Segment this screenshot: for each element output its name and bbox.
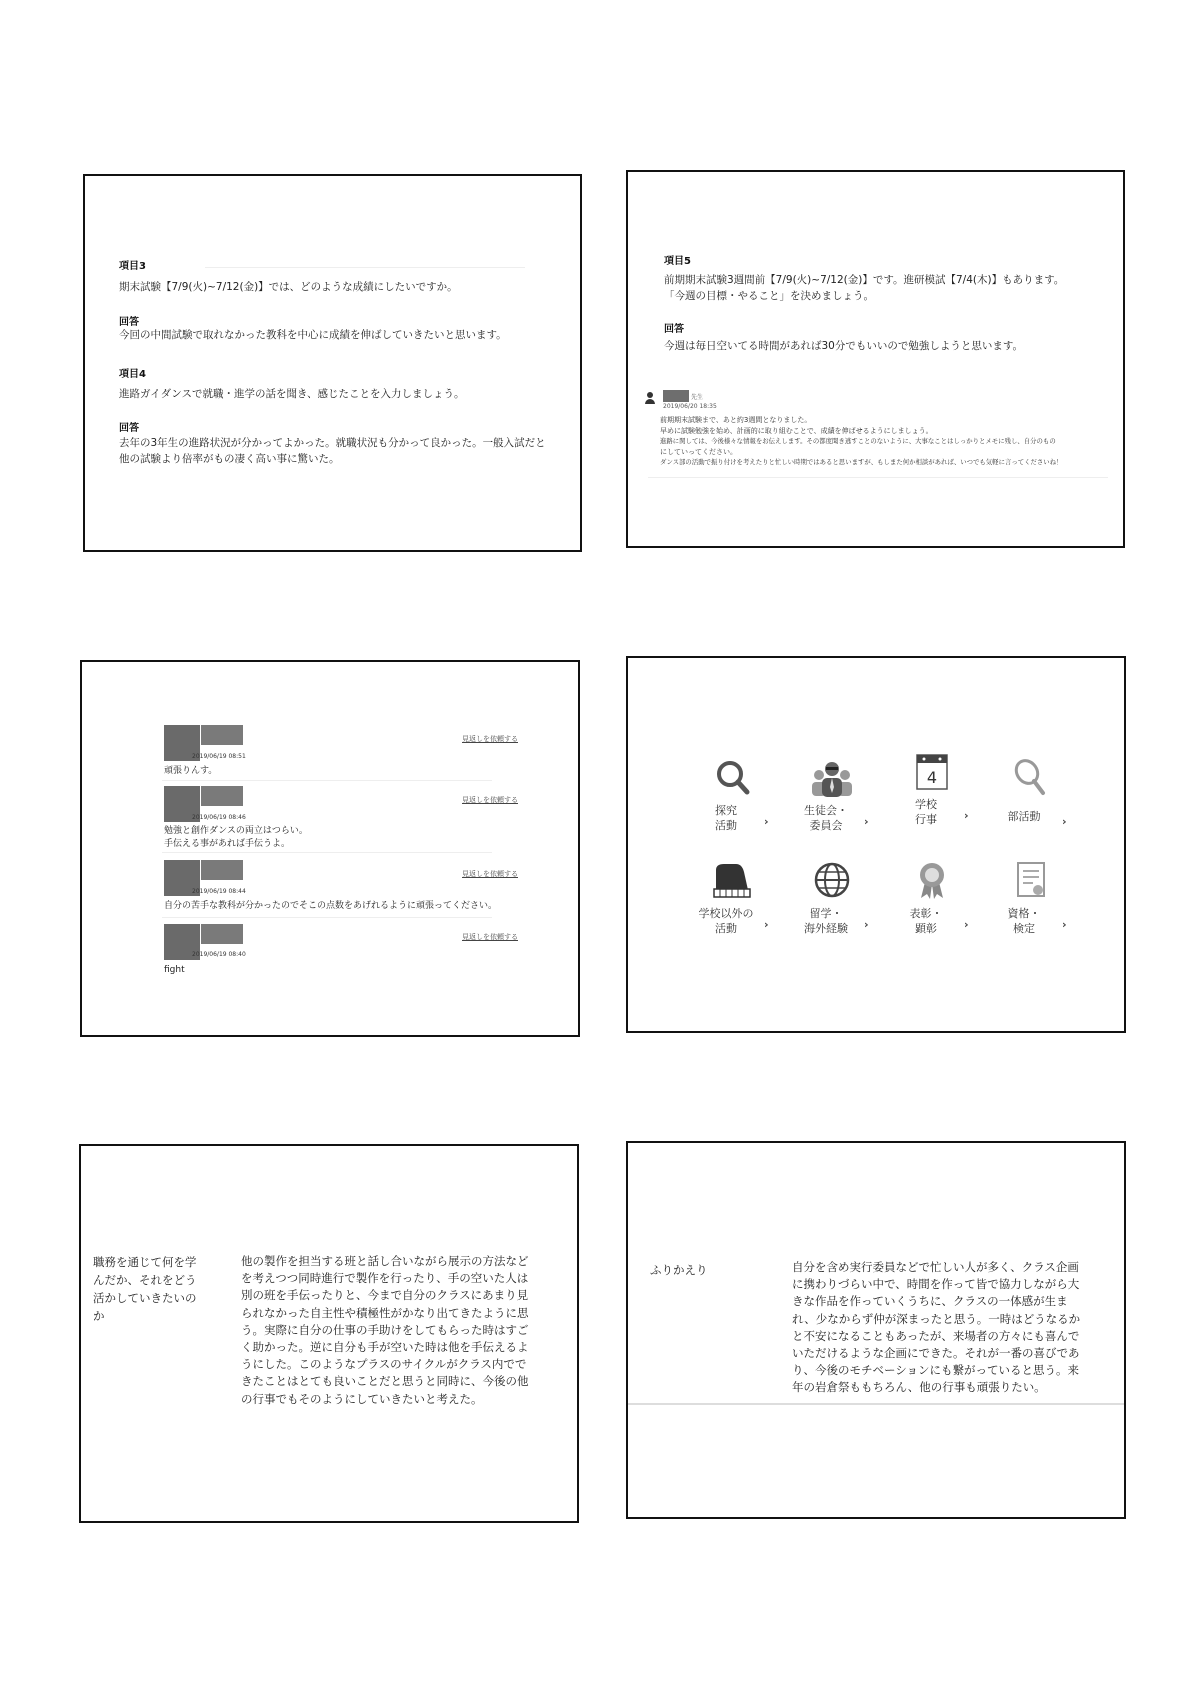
certificate-icon xyxy=(1008,860,1052,900)
teacher-comment-line: 進路に関しては、今後様々な情報をお伝えします。その都度聞き逃すことのないように、大事なことはしっかりとメモに残し、自分のもの xyxy=(660,437,1056,445)
label-line-1: 資格・ xyxy=(1007,907,1041,920)
answer-line: 別の班を手伝ったりと、今まで自分のクラスにあまり見 xyxy=(241,1288,529,1303)
request-review-link[interactable]: 見返しを依頼する xyxy=(462,933,518,941)
comment-date: 2019/06/19 08:51 xyxy=(192,753,246,760)
item4-label: 項目4 xyxy=(119,369,146,380)
answer-line: り、今後のモチベーションにも繋がっていると思う。来 xyxy=(792,1363,1080,1378)
item5-question-line-2: 「今週の目標・やること」を決めましょう。 xyxy=(664,290,874,302)
item3-answer-label: 回答 xyxy=(119,317,139,328)
menu-item-label xyxy=(986,906,1062,936)
item4-answer-line-1: 去年の3年生の進路状況が分かってよかった。就職状況も分かって良かった。一般入試だと xyxy=(119,437,546,449)
chevron-right-icon: › xyxy=(1062,815,1067,828)
menu-item-outside-activities[interactable] xyxy=(688,860,788,950)
label-line-1: 学校以外の xyxy=(698,907,754,920)
chevron-right-icon: › xyxy=(964,809,969,822)
chevron-right-icon: › xyxy=(864,918,869,931)
question-line: んだか、それをどう xyxy=(93,1273,197,1287)
redacted-teacher-name xyxy=(663,390,689,402)
label-line-1: 学校 xyxy=(915,798,937,811)
redacted-name xyxy=(201,860,243,880)
calendar-icon xyxy=(910,751,954,791)
redacted-name xyxy=(201,725,243,745)
question-line: 職務を通じて何を学 xyxy=(93,1255,197,1269)
answer-line: きたことはとても良いことだと思うと同時に、今後の他 xyxy=(241,1374,529,1389)
comment-date: 2019/06/20 18:35 xyxy=(663,403,717,410)
reflection-panel-learning xyxy=(79,1144,579,1523)
redacted-name xyxy=(201,786,243,806)
answer-line: に携わりづらい中で、時間を作って皆で協力しながら大 xyxy=(792,1277,1080,1292)
answer-line: く助かった。逆に自分も手が空いた時は他を手伝えるよ xyxy=(241,1340,529,1355)
label-line-1: 部活動 xyxy=(1007,810,1041,823)
label-line-2: 活動 xyxy=(715,922,737,935)
menu-item-inquiry[interactable] xyxy=(688,757,788,847)
divider xyxy=(162,852,492,853)
menu-item-label xyxy=(986,809,1062,824)
answer-line: れ、少なからず仲が深まったと思う。一時はどうなるか xyxy=(792,1311,1081,1326)
survey-panel-items-3-4 xyxy=(83,174,582,552)
divider xyxy=(628,1403,1126,1405)
chevron-right-icon: › xyxy=(964,918,969,931)
question-label: ふりかえり xyxy=(650,1263,708,1277)
racket-icon xyxy=(1008,757,1052,797)
item3-label: 項目3 xyxy=(119,261,146,272)
answer-line: 自分を含め実行委員などで忙しい人が多く、クラス企画 xyxy=(792,1260,1079,1274)
menu-item-label xyxy=(788,803,864,833)
menu-item-qualifications[interactable] xyxy=(986,860,1086,950)
redacted-name xyxy=(201,924,243,944)
answer-text xyxy=(792,1259,1092,1397)
answer-line: いただけるような企画にできた。それが一番の喜びであ xyxy=(792,1346,1080,1361)
magnifier-icon xyxy=(710,757,754,797)
comment-date: 2019/06/19 08:40 xyxy=(192,951,246,958)
menu-item-label xyxy=(688,803,764,833)
request-review-link[interactable]: 見返しを依頼する xyxy=(462,735,518,743)
teacher-comment xyxy=(660,415,1115,468)
calendar-day-number: 4 xyxy=(926,768,938,787)
item3-answer: 今回の中間試験で取れなかった教科を中心に成績を伸ばしていきたいと思います。 xyxy=(119,329,507,341)
answer-line: う。実際に自分の仕事の手助けをしてもらった時はすご xyxy=(241,1322,529,1337)
reflection-panel-furikaeri xyxy=(626,1141,1126,1519)
request-review-link[interactable]: 見返しを依頼する xyxy=(462,796,518,804)
label-line-1: 探究 xyxy=(715,804,737,817)
divider xyxy=(162,780,492,781)
item4-answer-label: 回答 xyxy=(119,423,139,434)
peer-comments-panel xyxy=(80,660,580,1037)
menu-item-label xyxy=(888,797,964,827)
answer-line: を考えつつ同時進行で製作を行ったり、手の空いた人は xyxy=(241,1271,529,1286)
divider xyxy=(162,917,492,918)
teacher-comment-line: にしていってください。 xyxy=(660,447,737,456)
comment-text: 自分の苦手な教科が分かったのでそこの点数をあげれるように頑張ってください。 xyxy=(164,901,498,911)
item4-question: 進路ガイダンスで就職・進学の話を聞き、感じたことを入力しましょう。 xyxy=(119,388,465,400)
divider xyxy=(648,477,1108,478)
item4-answer-line-2: 他の試験より倍率がもの凄く高い事に驚いた。 xyxy=(119,453,340,465)
item5-question-line-1: 前期期末試験3週間前【7/9(火)~7/12(金)】です。進研模試【7/4(木)】もあります。 xyxy=(664,274,1065,286)
piano-icon xyxy=(710,860,754,900)
item5-answer-label: 回答 xyxy=(664,324,684,335)
teacher-comment-line: 前期期末試験まで、あと約3週間となりました。 xyxy=(660,416,812,424)
label-line-2: 行事 xyxy=(915,813,937,826)
menu-item-club-activities[interactable] xyxy=(986,757,1086,847)
teacher-comment-line: 早めに試験勉強を始め、計画的に取り組むことで、成績を伸ばせるようにしましょう。 xyxy=(660,426,933,435)
comment-text: 勉強と創作ダンスの両立はつらい。 xyxy=(164,826,308,836)
label-line-1: 生徒会・ xyxy=(804,804,848,817)
question-line: 活かしていきたいの xyxy=(93,1291,197,1305)
label-line-2: 顕彰 xyxy=(915,922,937,935)
label-line-2: 委員会 xyxy=(809,819,843,832)
teacher-suffix: 先生 xyxy=(691,394,704,401)
globe-icon xyxy=(810,860,854,900)
chevron-right-icon: › xyxy=(1062,918,1067,931)
survey-panel-item-5 xyxy=(626,170,1125,548)
menu-item-school-events[interactable] xyxy=(888,751,988,841)
answer-line: と不安になることもあったが、来場者の方々にも喜んで xyxy=(792,1328,1080,1343)
chevron-right-icon: › xyxy=(764,815,769,828)
menu-item-label xyxy=(888,906,964,936)
question-line: か xyxy=(93,1309,105,1323)
item5-label: 項目5 xyxy=(664,256,691,267)
comment-date: 2019/06/19 08:44 xyxy=(192,888,246,895)
comment-text: 頑張りんす。 xyxy=(164,766,218,776)
label-line-2: 海外経験 xyxy=(804,922,848,935)
teacher-avatar-icon xyxy=(645,392,655,404)
answer-line: 他の製作を担当する班と話し合いながら展示の方法など xyxy=(241,1254,529,1268)
label-line-1: 表彰・ xyxy=(909,907,943,920)
chevron-right-icon: › xyxy=(764,918,769,931)
activity-category-menu xyxy=(626,656,1126,1033)
request-review-link[interactable]: 見返しを依頼する xyxy=(462,870,518,878)
award-icon xyxy=(910,860,954,900)
question-label xyxy=(93,1253,221,1325)
student-council-icon xyxy=(810,757,854,797)
comment-text: fight xyxy=(164,965,185,975)
comment-date: 2019/06/19 08:46 xyxy=(192,814,246,821)
menu-item-study-abroad[interactable] xyxy=(788,860,888,950)
menu-item-awards[interactable] xyxy=(888,860,988,950)
menu-item-label xyxy=(788,906,864,936)
menu-item-student-council[interactable] xyxy=(788,757,888,847)
comment-text: 手伝える事があれば手伝うよ。 xyxy=(164,839,291,849)
menu-item-label xyxy=(682,906,770,936)
item5-answer: 今週は毎日空いてる時間があれば30分でもいいので勉強しようと思います。 xyxy=(664,340,1024,352)
label-line-2: 検定 xyxy=(1013,922,1035,935)
answer-text xyxy=(241,1253,571,1408)
chevron-right-icon: › xyxy=(864,815,869,828)
item3-question: 期末試験【7/9(火)~7/12(金)】では、どのような成績にしたいですか。 xyxy=(119,281,458,293)
label-line-2: 活動 xyxy=(715,819,737,832)
label-line-1: 留学・ xyxy=(809,907,843,920)
answer-line: られなかった自主性や積極性がかなり出てきたように思 xyxy=(241,1305,529,1320)
answer-line: の行事でもそのようにしていきたいと考えた。 xyxy=(241,1391,483,1406)
answer-line: うにした。このようなプラスのサイクルがクラス内でで xyxy=(241,1357,527,1372)
divider xyxy=(205,267,525,268)
answer-line: きな作品を作っていくうちに、クラスの一体感が生ま xyxy=(792,1294,1068,1309)
teacher-comment-line: ダンス部の活動で振り付けを考えたりと忙しい時期ではあると思いますが、もしまた何か相談があれば、いつでも気軽に言ってくださいね！ xyxy=(660,458,1063,466)
answer-line: 年の岩倉祭ももちろん、他の行事も頑張りたい。 xyxy=(792,1380,1046,1395)
